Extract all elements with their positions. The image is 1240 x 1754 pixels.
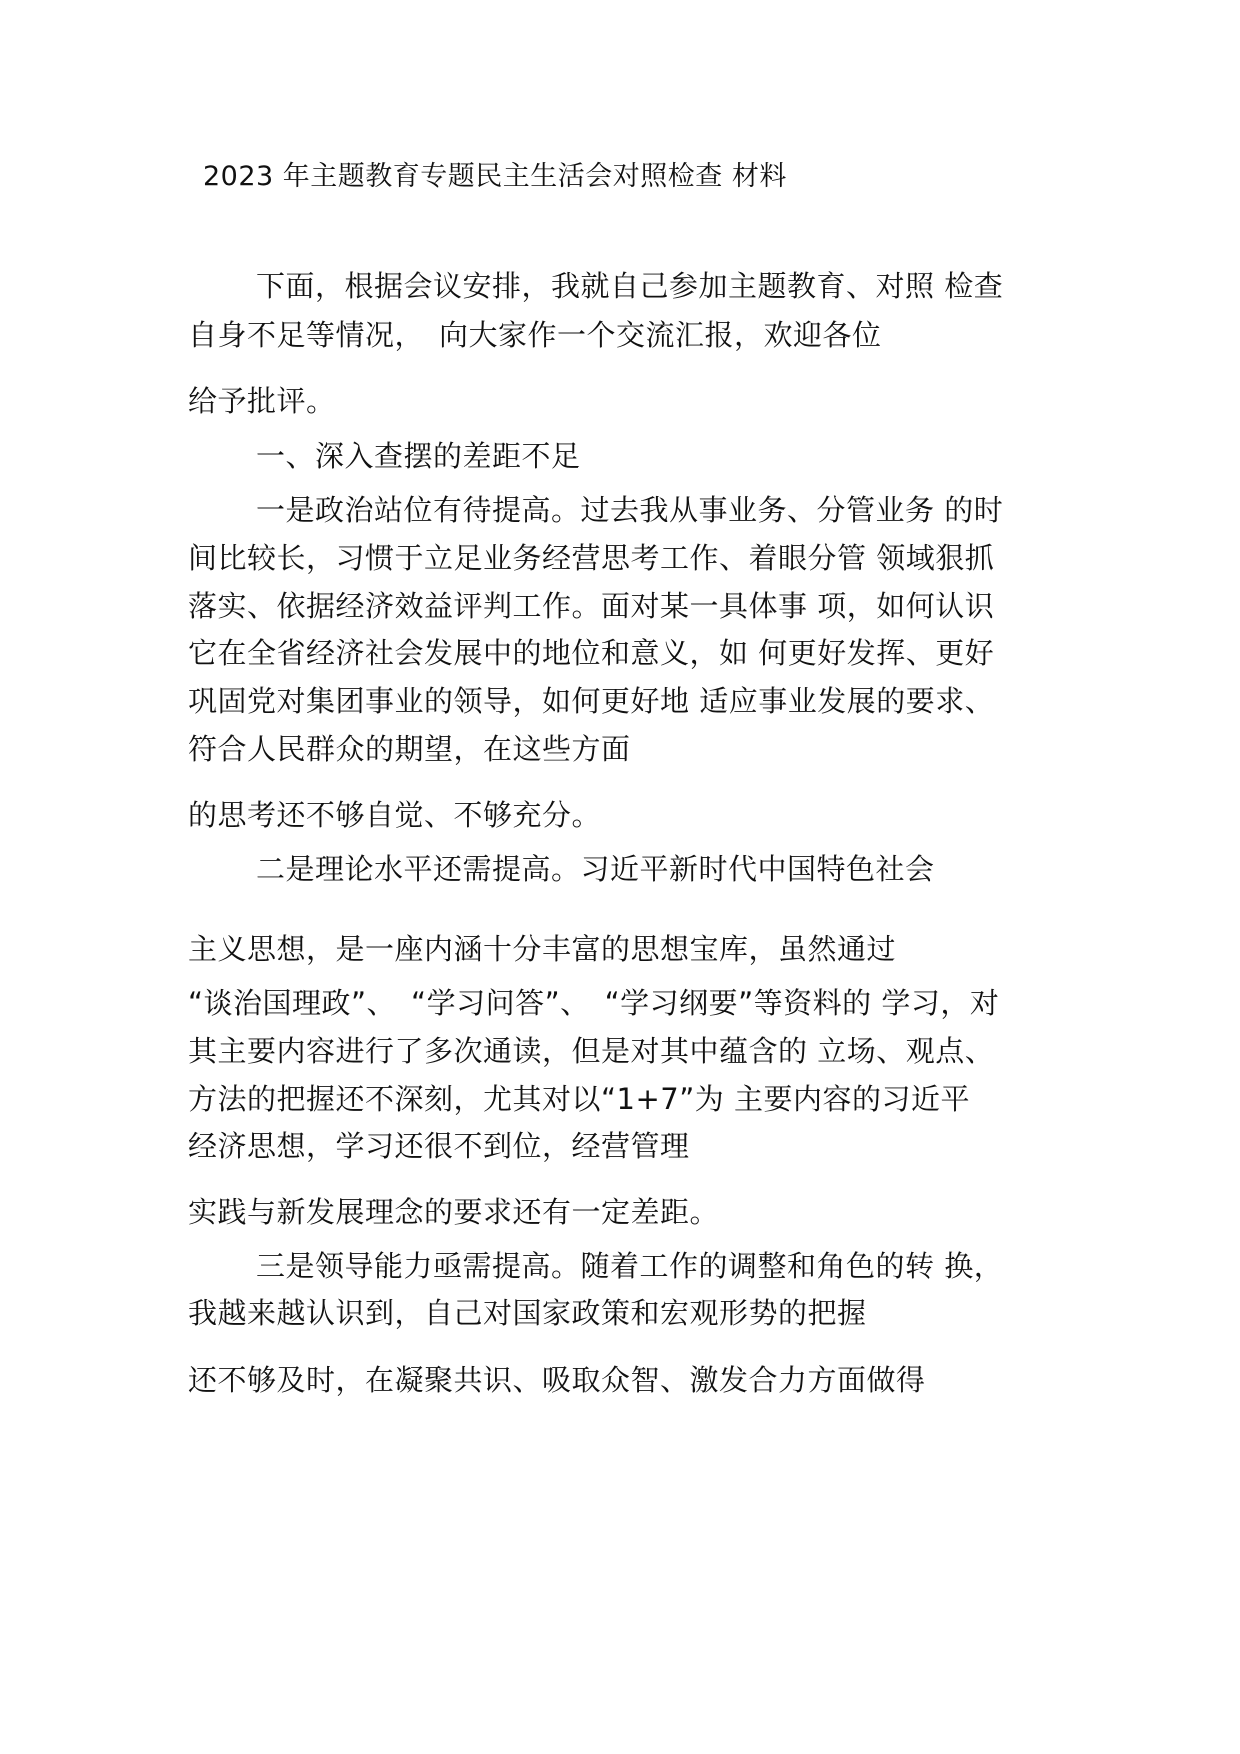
paragraph-line: 我越来越认识到，自己对国家政策和宏观形势的把握 — [188, 1296, 867, 1330]
paragraph-line: 给予批评。 — [188, 384, 336, 418]
paragraph-line: 自身不足等情况， 向大家作一个交流汇报，欢迎各位 — [188, 318, 882, 352]
paragraph-line: “谈治国理政”、 “学习问答”、 “学习纲要”等资料的 学习，对 — [188, 986, 1000, 1020]
paragraph-line: 符合人民群众的期望，在这些方面 — [188, 732, 631, 766]
paragraph-line: 实践与新发展理念的要求还有一定差距。 — [188, 1195, 720, 1229]
paragraph-line: 的思考还不够自觉、不够充分。 — [188, 798, 602, 832]
paragraph-line: 还不够及时，在凝聚共识、吸取众智、激发合力方面做得 — [188, 1363, 926, 1397]
paragraph-line: 三是领导能力亟需提高。随着工作的调整和角色的转 换， — [256, 1249, 1004, 1283]
section-heading: 一、深入查摆的差距不足 — [256, 439, 581, 473]
paragraph-line: 二是理论水平还需提高。习近平新时代中国特色社会 — [256, 852, 935, 886]
paragraph-line: 方法的把握还不深刻，尤其对以“1+7”为 主要内容的习近平 — [188, 1082, 970, 1116]
paragraph-line: 下面，根据会议安排，我就自己参加主题教育、对照 检查 — [256, 269, 1004, 303]
document-title: 2023 年主题教育专题民主生活会对照检查 材料 — [203, 161, 787, 192]
paragraph-line: 间比较长，习惯于立足业务经营思考工作、着眼分管 领域狠抓 — [188, 541, 995, 575]
paragraph-line: 落实、依据经济效益评判工作。面对某一具体事 项，如何认识 — [188, 589, 995, 623]
paragraph-line: 其主要内容进行了多次通读，但是对其中蕴含的 立场、观点、 — [188, 1034, 995, 1068]
paragraph-line: 一是政治站位有待提高。过去我从事业务、分管业务 的时 — [256, 493, 1004, 527]
paragraph-line: 主义思想，是一座内涵十分丰富的思想宝库，虽然通过 — [188, 932, 897, 966]
paragraph-line: 它在全省经济社会发展中的地位和意义，如 何更好发挥、更好 — [188, 636, 995, 670]
paragraph-line: 巩固党对集团事业的领导，如何更好地 适应事业发展的要求、 — [188, 684, 995, 718]
paragraph-line: 经济思想，学习还很不到位，经营管理 — [188, 1129, 690, 1163]
